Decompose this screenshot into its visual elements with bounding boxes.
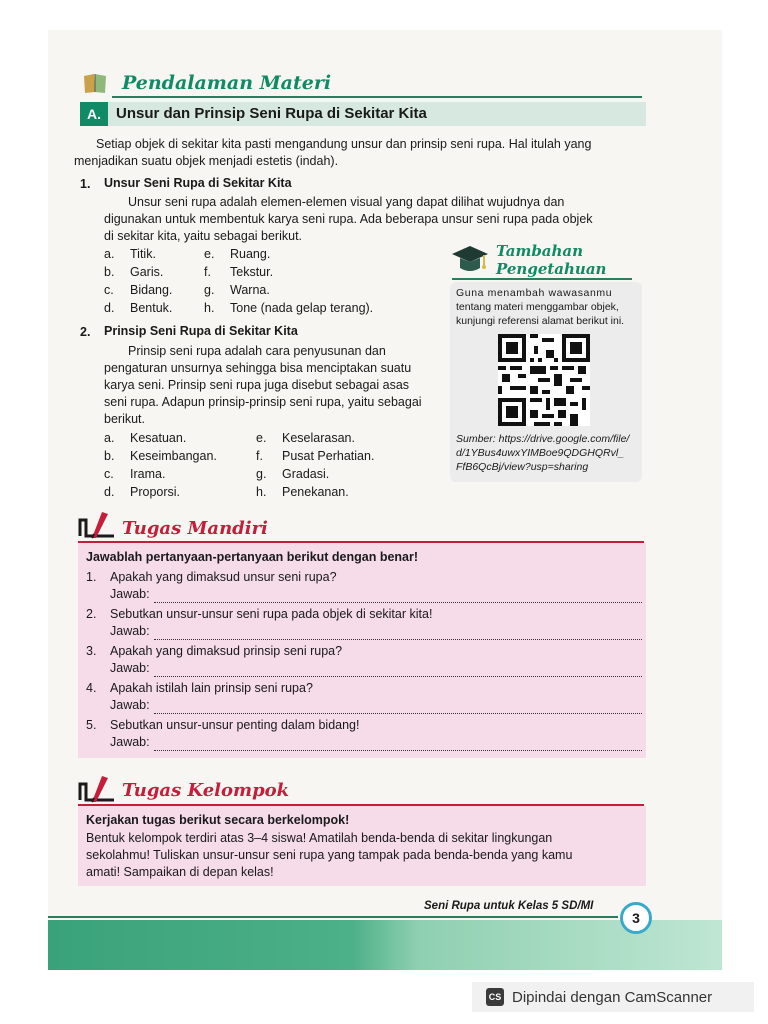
question-item <box>86 569 642 606</box>
answer-line[interactable] <box>154 592 642 603</box>
sidebar-title-1: Tambahan <box>496 242 584 260</box>
part2-list-left <box>104 430 264 502</box>
part2-title: Prinsip Seni Rupa di Sekitar Kita <box>104 324 298 338</box>
book-page <box>48 30 722 970</box>
question-item <box>86 643 642 680</box>
question-number: 4. <box>86 681 97 695</box>
part1-list-right <box>204 246 444 318</box>
list-item: d. Bentuk. <box>104 301 173 315</box>
intro-line-2: menjadikan suatu objek menjadi estetis (indah). <box>74 154 339 168</box>
list-item: e. Ruang. <box>204 247 271 261</box>
list-item: a. Kesatuan. <box>104 431 187 445</box>
sidebar-source-line: FfB6QcBj/view?usp=sharing <box>456 461 589 473</box>
camscanner-text: Dipindai dengan CamScanner <box>512 988 713 1006</box>
camscanner-logo-icon: CS <box>486 988 504 1006</box>
part2-para-3: karya seni. Prinsip seni rupa juga disebut sebagai asas <box>104 378 410 392</box>
question-number: 3. <box>86 644 97 658</box>
list-item: d. Proporsi. <box>104 485 181 499</box>
question-text: Sebutkan unsur-unsur penting dalam bidang! <box>110 718 360 732</box>
list-item: e. Keselarasan. <box>256 431 355 445</box>
list-item: g. Gradasi. <box>256 467 330 481</box>
sidebar-source-line: Sumber: https://drive.google.com/file/ <box>456 433 630 445</box>
part2-list-right <box>256 430 446 502</box>
list-item: h. Tone (nada gelap terang). <box>204 301 374 315</box>
list-item: b. Keseimbangan. <box>104 449 217 463</box>
question-text: Apakah yang dimaksud unsur seni rupa? <box>110 570 337 584</box>
part1-para-1: Unsur seni rupa adalah elemen-elemen visual yang dapat dilihat wujudnya dan <box>128 195 565 209</box>
tugas-kelompok-line-3: amati! Sampaikan di depan kelas! <box>86 865 274 879</box>
sidebar-text <box>456 286 624 328</box>
list-item: a. Titik. <box>104 247 156 261</box>
tugas-kelompok-instruction: Kerjakan tugas berikut secara berkelompok! <box>86 813 350 827</box>
part2-para-4: seni rupa. Adapun prinsip-prinsip seni rupa, yaitu sebagai <box>104 395 422 409</box>
tugas-mandiri-title: Tugas Mandiri <box>122 518 268 539</box>
footer-book-title: Seni Rupa untuk Kelas 5 SD/MI <box>424 900 594 912</box>
tugas-kelompok-line-1: Bentuk kelompok terdiri atas 3–4 siswa! Amatilah benda-benda di sekitar lingkungan <box>86 831 553 845</box>
part2-para-5: berikut. <box>104 412 145 426</box>
question-text: Apakah yang dimaksud prinsip seni rupa? <box>110 644 343 658</box>
question-number: 5. <box>86 718 97 732</box>
list-item: g. Warna. <box>204 283 270 297</box>
section-heading-pendalaman: Pendalaman Materi <box>122 72 332 94</box>
tugas-mandiri-instruction: Jawablah pertanyaan-pertanyaan berikut dengan benar! <box>86 550 419 564</box>
sidebar-source-line: d/1YBus4uwxYIMBoe9QDGHQRvl_ <box>456 447 625 459</box>
answer-line[interactable] <box>154 666 642 677</box>
question-text: Apakah istilah lain prinsip seni rupa? <box>110 681 313 695</box>
book-icon <box>82 72 108 94</box>
answer-label: Jawab: <box>110 698 150 712</box>
answer-label: Jawab: <box>110 624 150 638</box>
list-item: f. Tekstur. <box>204 265 274 279</box>
graduation-cap-icon <box>450 242 490 276</box>
qr-code[interactable] <box>498 334 590 426</box>
question-text: Sebutkan unsur-unsur seni rupa pada objek di sekitar kita! <box>110 607 433 621</box>
question-list <box>86 569 642 754</box>
section-a-title: Unsur dan Prinsip Seni Rupa di Sekitar Kita <box>116 105 427 122</box>
answer-line[interactable] <box>154 740 642 751</box>
part2-number: 2. <box>80 325 91 339</box>
question-number: 1. <box>86 570 97 584</box>
answer-label: Jawab: <box>110 661 150 675</box>
answer-label: Jawab: <box>110 587 150 601</box>
list-item: c. Irama. <box>104 467 166 481</box>
question-item <box>86 717 642 754</box>
answer-line[interactable] <box>154 703 642 714</box>
sidebar-source <box>456 432 629 474</box>
part2-para-1: Prinsip seni rupa adalah cara penyusunan dan <box>128 344 386 358</box>
part1-number: 1. <box>80 177 91 191</box>
question-number: 2. <box>86 607 97 621</box>
part1-para-2: digunakan untuk membentuk karya seni rupa. Ada beberapa unsur seni rupa pada objek <box>104 212 593 226</box>
question-item <box>86 680 642 717</box>
camscanner-watermark <box>472 982 754 1012</box>
sidebar-title-rule <box>452 278 632 280</box>
footer-band <box>48 920 722 970</box>
tugas-kelompok-title: Tugas Kelompok <box>122 780 290 801</box>
part2-para-2: pengaturan unsurnya sehingga bisa menciptakan suatu <box>104 361 412 375</box>
part1-para-3: di sekitar kita, yaitu sebagai berikut. <box>104 229 303 243</box>
answer-line[interactable] <box>154 629 642 640</box>
header-rule <box>112 96 642 98</box>
sidebar-text-line: tentang materi menggambar objek, <box>456 301 619 313</box>
sidebar-text-line: kunjungi referensi alamat berikut ini. <box>456 315 625 327</box>
part1-title: Unsur Seni Rupa di Sekitar Kita <box>104 176 292 190</box>
answer-label: Jawab: <box>110 735 150 749</box>
list-item: b. Garis. <box>104 265 164 279</box>
sidebar-text-line: Guna menambah wawasanmu <box>456 287 613 299</box>
sidebar-title-2: Pengetahuan <box>496 260 607 278</box>
list-item: c. Bidang. <box>104 283 173 297</box>
pencil-book-icon <box>78 510 120 540</box>
page-number: 3 <box>620 902 652 934</box>
intro-line-1: Setiap objek di sekitar kita pasti mengandung unsur dan prinsip seni rupa. Hal itulah yang <box>96 137 592 151</box>
question-item <box>86 606 642 643</box>
footer-rule <box>48 916 618 918</box>
list-item: f. Pusat Perhatian. <box>256 449 375 463</box>
pencil-book-icon <box>78 774 120 804</box>
list-item: h. Penekanan. <box>256 485 349 499</box>
section-a-badge: A. <box>80 102 108 126</box>
tugas-kelompok-line-2: sekolahmu! Tuliskan unsur-unsur seni rupa yang tampak pada benda-benda yang kamu <box>86 848 573 862</box>
